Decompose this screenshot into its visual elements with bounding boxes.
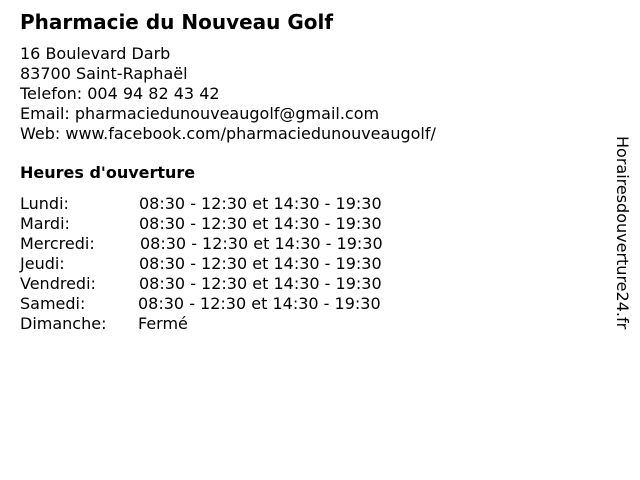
address-city: 83700 Saint-Raphaël [20, 64, 188, 83]
day-hours: 08:30 - 12:30 et 14:30 - 19:30 [139, 214, 382, 233]
hours-row-thursday [20, 254, 440, 274]
day-hours: 08:30 - 12:30 et 14:30 - 19:30 [138, 294, 381, 313]
day-hours: 08:30 - 12:30 et 14:30 - 19:30 [139, 254, 382, 273]
day-label: Lundi: [20, 194, 69, 213]
brand-text: Horairesdouverture24.fr [613, 136, 632, 330]
email-address: Email: pharmaciedunouveaugolf@gmail.com [20, 104, 380, 123]
pharmacy-name: Pharmacie du Nouveau Golf [20, 10, 334, 34]
day-hours: Fermé [138, 314, 188, 333]
day-hours: 08:30 - 12:30 et 14:30 - 19:30 [140, 234, 383, 253]
hours-row-sunday [20, 314, 440, 334]
hours-row-friday [20, 274, 440, 294]
day-label: Mardi: [20, 214, 70, 233]
address-street: 16 Boulevard Darb [20, 44, 171, 63]
day-label: Mercredi: [20, 234, 95, 253]
brand-watermark [612, 136, 632, 372]
opening-hours-table [20, 194, 440, 334]
hours-row-monday [20, 194, 440, 214]
hours-row-saturday [20, 294, 440, 314]
day-hours: 08:30 - 12:30 et 14:30 - 19:30 [139, 274, 382, 293]
phone-number: Telefon: 004 94 82 43 42 [20, 84, 220, 103]
opening-hours-heading: Heures d'ouverture [20, 163, 196, 182]
hours-row-wednesday [20, 234, 440, 254]
day-label: Jeudi: [20, 254, 65, 273]
contact-info [20, 44, 436, 144]
hours-row-tuesday [20, 214, 440, 234]
day-label: Dimanche: [20, 314, 107, 333]
day-label: Samedi: [20, 294, 86, 313]
day-label: Vendredi: [20, 274, 96, 293]
day-hours: 08:30 - 12:30 et 14:30 - 19:30 [139, 194, 382, 213]
website-url: Web: www.facebook.com/pharmaciedunouveaugolf/ [20, 124, 436, 143]
